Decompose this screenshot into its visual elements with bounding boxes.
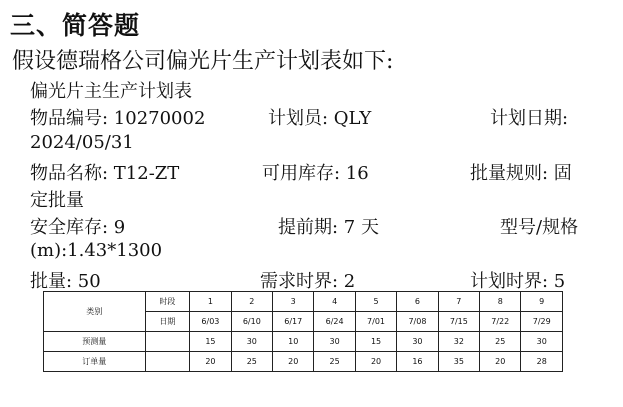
lot-size: 批量: 50: [30, 271, 101, 292]
value-cell: 20: [355, 352, 396, 372]
date-cell: 7/01: [355, 312, 396, 332]
value-cell: 16: [397, 352, 438, 372]
period-row: [44, 292, 563, 312]
period-cell: 7: [438, 292, 479, 312]
date-cell: 7/08: [397, 312, 438, 332]
date-cell: 6/03: [190, 312, 231, 332]
value-cell: 25: [480, 332, 521, 352]
value-cell: 30: [397, 332, 438, 352]
plan-date-label: 计划日期:: [490, 108, 569, 129]
row-spacer: [145, 332, 190, 352]
date-cell: 6/10: [231, 312, 272, 332]
demand-fence: 需求时界: 2: [260, 271, 356, 292]
plan-date-value: 2024/05/31: [30, 132, 134, 153]
period-cell: 9: [521, 292, 563, 312]
plan-fence: 计划时界: 5: [470, 271, 566, 292]
period-cell: 4: [314, 292, 355, 312]
item-no: 物品编号: 10270002: [30, 108, 206, 129]
date-cell: 6/17: [273, 312, 314, 332]
section-heading: 三、简答题: [10, 11, 141, 40]
mps-table: [43, 291, 563, 372]
value-cell: 32: [438, 332, 479, 352]
safety-stock: 安全库存: 9: [30, 217, 126, 238]
date-cell: 6/24: [314, 312, 355, 332]
value-cell: 15: [355, 332, 396, 352]
period-cell: 3: [273, 292, 314, 312]
forecast-row: [44, 332, 563, 352]
period-cell: 5: [355, 292, 396, 312]
sheet-title: 偏光片主生产计划表: [30, 81, 192, 102]
date-label: 日期: [145, 312, 190, 332]
value-cell: 30: [231, 332, 272, 352]
item-name: 物品名称: T12-ZT: [30, 163, 180, 184]
lot-rule-label: 批量规则: 固: [470, 163, 572, 184]
lead-time: 提前期: 7 天: [278, 217, 379, 238]
row-label: 订单量: [44, 352, 146, 372]
value-cell: 35: [438, 352, 479, 372]
value-cell: 30: [521, 332, 563, 352]
period-label: 时段: [145, 292, 190, 312]
value-cell: 28: [521, 352, 563, 372]
value-cell: 25: [314, 352, 355, 372]
period-cell: 8: [480, 292, 521, 312]
row-spacer: [145, 352, 190, 372]
lot-rule-cont: 定批量: [30, 190, 84, 211]
on-hand: 可用库存: 16: [262, 163, 369, 184]
model-value: (m):1.43*1300: [30, 240, 163, 261]
planner: 计划员: QLY: [268, 108, 372, 129]
date-cell: 7/22: [480, 312, 521, 332]
value-cell: 20: [273, 352, 314, 372]
period-cell: 6: [397, 292, 438, 312]
value-cell: 20: [480, 352, 521, 372]
model-label: 型号/规格: [500, 217, 579, 238]
value-cell: 15: [190, 332, 231, 352]
value-cell: 20: [190, 352, 231, 372]
value-cell: 30: [314, 332, 355, 352]
info-line-4: [30, 267, 593, 291]
info-line-3: [30, 213, 593, 237]
category-header: 类别: [44, 292, 146, 332]
row-label: 预测量: [44, 332, 146, 352]
value-cell: 10: [273, 332, 314, 352]
question-intro: 假设德瑞格公司偏光片生产计划表如下:: [12, 49, 394, 74]
date-cell: 7/15: [438, 312, 479, 332]
value-cell: 25: [231, 352, 272, 372]
date-cell: 7/29: [521, 312, 563, 332]
info-line-1: [30, 104, 593, 128]
info-line-2: [30, 159, 593, 183]
period-cell: 1: [190, 292, 231, 312]
period-cell: 2: [231, 292, 272, 312]
order-row: [44, 352, 563, 372]
